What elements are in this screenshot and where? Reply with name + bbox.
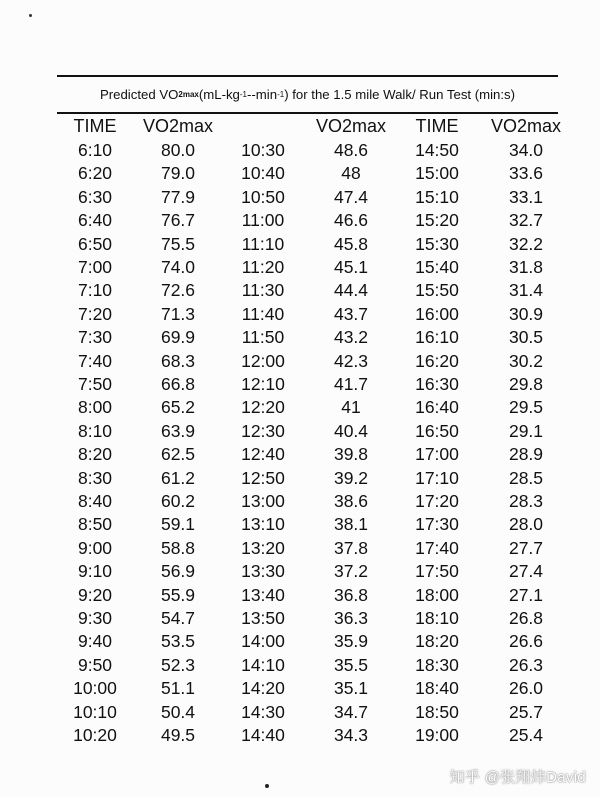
cell-vo2max-2: 37.2 (333, 561, 369, 582)
caption-units-a: (mL-kg (198, 86, 240, 102)
table-row (57, 537, 577, 560)
cell-vo2max-1: 69.9 (160, 327, 196, 348)
cell-vo2max-3: 29.8 (508, 374, 544, 394)
cell-vo2max-2: 41.7 (333, 374, 369, 394)
cell-vo2max-2: 38.6 (333, 491, 369, 511)
cell-time-1: 6:20 (77, 163, 113, 184)
cell-time-3: 18:10 (415, 608, 459, 628)
cell-vo2max-1: 60.2 (160, 491, 196, 511)
cell-time-1: 9:50 (77, 654, 113, 675)
cell-time-2: 14:20 (241, 678, 285, 699)
cell-time-3: 17:50 (415, 561, 459, 582)
cell-time-2: 13:20 (241, 537, 285, 558)
table-row (57, 373, 577, 396)
cell-vo2max-3: 29.1 (508, 420, 544, 441)
caption-superscript-1: -1 (239, 89, 248, 99)
cell-vo2max-3: 31.4 (508, 280, 544, 301)
header-vo2max-3: VO2max (490, 116, 562, 136)
table-row (57, 162, 577, 185)
scan-speck (265, 784, 269, 788)
table-row (57, 490, 577, 513)
cell-vo2max-1: 55.9 (160, 584, 196, 605)
table-row (57, 654, 577, 677)
header-time-3: TIME (415, 116, 459, 136)
cell-vo2max-2: 47.4 (333, 186, 369, 207)
cell-vo2max-2: 38.1 (333, 514, 369, 535)
caption-suffix: ) for the 1.5 mile Walk/ Run Test (min:s) (284, 86, 516, 102)
cell-vo2max-3: 32.2 (508, 233, 544, 254)
cell-vo2max-1: 51.1 (160, 678, 196, 699)
table-row (57, 443, 577, 466)
cell-vo2max-2: 41 (341, 397, 361, 418)
cell-vo2max-1: 65.2 (160, 397, 196, 418)
cell-vo2max-3: 27.1 (508, 584, 544, 605)
cell-time-3: 15:20 (415, 210, 459, 231)
cell-time-1: 7:00 (77, 257, 113, 277)
cell-time-3: 17:10 (415, 467, 459, 488)
cell-vo2max-2: 35.9 (333, 631, 369, 652)
cell-vo2max-1: 68.3 (160, 350, 196, 371)
table-caption (57, 76, 558, 112)
cell-vo2max-3: 31.8 (508, 257, 544, 277)
table-row (57, 350, 577, 373)
cell-time-2: 11:10 (241, 233, 285, 254)
header-vo2max-2: VO2max (315, 116, 387, 136)
cell-time-3: 15:10 (415, 186, 459, 207)
cell-vo2max-2: 35.5 (333, 654, 369, 675)
header-vo2max-1: VO2max (142, 116, 214, 136)
cell-vo2max-1: 62.5 (160, 444, 196, 465)
cell-vo2max-2: 42.3 (333, 350, 369, 371)
cell-time-2: 10:30 (241, 140, 285, 160)
cell-time-3: 18:40 (415, 678, 459, 699)
table-row (57, 607, 577, 630)
cell-time-3: 16:20 (415, 350, 459, 371)
cell-vo2max-1: 72.6 (160, 280, 196, 301)
cell-vo2max-1: 66.8 (160, 374, 196, 394)
cell-time-2: 11:40 (241, 303, 285, 324)
cell-vo2max-3: 26.6 (508, 631, 544, 652)
cell-time-1: 6:30 (77, 186, 113, 207)
cell-vo2max-2: 39.8 (333, 444, 369, 465)
cell-time-1: 6:40 (77, 210, 113, 231)
cell-time-1: 8:50 (77, 514, 113, 535)
cell-time-1: 8:40 (77, 491, 113, 511)
cell-time-2: 11:30 (241, 280, 285, 301)
cell-vo2max-2: 46.6 (333, 210, 369, 231)
cell-vo2max-1: 54.7 (160, 608, 196, 628)
cell-time-3: 16:50 (415, 420, 459, 441)
table-row (57, 209, 577, 232)
cell-vo2max-2: 34.3 (333, 725, 369, 745)
cell-time-3: 15:40 (415, 257, 459, 277)
table-row (57, 584, 577, 607)
cell-vo2max-3: 28.3 (508, 491, 544, 511)
caption-prefix: Predicted VO (99, 86, 179, 102)
caption-units-b: --min (247, 86, 278, 102)
table-row (57, 513, 577, 536)
cell-time-2: 13:50 (241, 608, 285, 628)
cell-time-2: 14:00 (241, 631, 285, 652)
cell-time-2: 12:50 (241, 467, 285, 488)
cell-time-3: 16:40 (415, 397, 459, 418)
cell-vo2max-2: 37.8 (333, 537, 369, 558)
cell-time-3: 18:30 (415, 654, 459, 675)
cell-time-2: 12:40 (241, 444, 285, 465)
cell-vo2max-3: 28.9 (508, 444, 544, 465)
cell-vo2max-3: 29.5 (508, 397, 544, 418)
table-row (57, 701, 577, 724)
cell-vo2max-2: 34.7 (333, 701, 369, 722)
cell-time-1: 9:00 (77, 537, 113, 558)
cell-time-1: 8:20 (77, 444, 113, 465)
cell-time-1: 10:00 (73, 678, 117, 699)
cell-time-3: 16:30 (415, 374, 459, 394)
cell-vo2max-3: 30.9 (508, 303, 544, 324)
cell-time-2: 11:20 (241, 257, 285, 277)
cell-vo2max-1: 61.2 (160, 467, 196, 488)
caption-superscript-2: -1 (277, 89, 285, 99)
cell-vo2max-1: 71.3 (160, 303, 196, 324)
cell-time-2: 14:30 (241, 701, 285, 722)
cell-time-3: 17:20 (415, 491, 459, 511)
cell-time-1: 7:40 (77, 350, 113, 371)
cell-vo2max-1: 77.9 (160, 186, 196, 207)
cell-vo2max-3: 33.6 (508, 163, 544, 184)
cell-time-1: 7:10 (77, 280, 113, 301)
cell-time-2: 13:40 (241, 584, 285, 605)
cell-time-3: 18:20 (415, 631, 459, 652)
header-time-1: TIME (73, 116, 117, 136)
cell-vo2max-3: 33.1 (508, 186, 544, 207)
watermark: 知乎 @张翔炜David (449, 769, 586, 786)
cell-vo2max-1: 76.7 (160, 210, 196, 231)
table-row (57, 560, 577, 583)
table-row (57, 396, 577, 419)
table-row (57, 677, 577, 700)
cell-vo2max-2: 48 (341, 163, 361, 184)
cell-time-3: 18:00 (415, 584, 459, 605)
table-row (57, 256, 577, 279)
cell-vo2max-1: 79.0 (160, 163, 196, 184)
table-row (57, 139, 577, 162)
cell-time-1: 6:10 (77, 140, 113, 160)
header-time-2 (223, 116, 303, 138)
table-row (57, 420, 577, 443)
cell-time-3: 16:10 (415, 327, 459, 348)
cell-vo2max-3: 27.4 (508, 561, 544, 582)
cell-vo2max-2: 43.7 (333, 303, 369, 324)
table-row (57, 326, 577, 349)
cell-vo2max-2: 43.2 (333, 327, 369, 348)
cell-time-2: 12:20 (241, 397, 285, 418)
cell-vo2max-3: 25.4 (508, 725, 544, 745)
cell-time-2: 14:10 (241, 654, 285, 675)
cell-time-1: 7:30 (77, 327, 113, 348)
cell-time-1: 10:20 (73, 725, 117, 745)
cell-vo2max-3: 28.5 (508, 467, 544, 488)
cell-vo2max-3: 25.7 (508, 701, 544, 722)
cell-vo2max-1: 75.5 (160, 233, 196, 254)
cell-vo2max-3: 26.0 (508, 678, 544, 699)
cell-time-1: 8:00 (77, 397, 113, 418)
cell-time-1: 9:10 (77, 561, 113, 582)
cell-vo2max-2: 45.1 (333, 257, 369, 277)
cell-time-2: 11:00 (241, 210, 285, 231)
cell-vo2max-1: 56.9 (160, 561, 196, 582)
cell-vo2max-1: 63.9 (160, 420, 196, 441)
cell-time-3: 15:00 (415, 163, 459, 184)
cell-time-3: 15:50 (415, 280, 459, 301)
cell-time-1: 8:10 (77, 420, 113, 441)
cell-vo2max-3: 26.3 (508, 654, 544, 675)
cell-vo2max-1: 53.5 (160, 631, 196, 652)
cell-vo2max-2: 45.8 (333, 233, 369, 254)
cell-vo2max-2: 39.2 (333, 467, 369, 488)
cell-time-3: 19:00 (415, 725, 459, 745)
cell-time-3: 14:50 (415, 140, 459, 160)
cell-vo2max-2: 35.1 (333, 678, 369, 699)
cell-vo2max-2: 40.4 (333, 420, 369, 441)
table-row (57, 233, 577, 256)
cell-time-1: 9:20 (77, 584, 113, 605)
cell-vo2max-1: 50.4 (160, 701, 196, 722)
cell-time-3: 15:30 (415, 233, 459, 254)
cell-vo2max-3: 32.7 (508, 210, 544, 231)
cell-time-1: 7:20 (77, 303, 113, 324)
cell-time-3: 17:40 (415, 537, 459, 558)
table-header-rule (57, 112, 558, 114)
cell-vo2max-3: 26.8 (508, 608, 544, 628)
cell-vo2max-1: 49.5 (160, 725, 196, 745)
cell-vo2max-2: 48.6 (333, 140, 369, 160)
cell-time-1: 9:40 (77, 631, 113, 652)
table-row (57, 630, 577, 653)
cell-time-3: 18:50 (415, 701, 459, 722)
cell-time-3: 17:30 (415, 514, 459, 535)
cell-time-2: 10:50 (241, 186, 285, 207)
cell-vo2max-3: 34.0 (508, 140, 544, 160)
cell-vo2max-1: 74.0 (160, 257, 196, 277)
cell-time-2: 13:30 (241, 561, 285, 582)
caption-subscript: 2max (178, 89, 199, 99)
cell-vo2max-1: 52.3 (160, 654, 196, 675)
cell-time-2: 12:10 (241, 374, 285, 394)
table-row (57, 303, 577, 326)
cell-vo2max-1: 58.8 (160, 537, 196, 558)
cell-time-3: 17:00 (415, 444, 459, 465)
cell-time-1: 10:10 (73, 701, 117, 722)
cell-vo2max-3: 28.0 (508, 514, 544, 535)
cell-time-1: 7:50 (77, 374, 113, 394)
table-header (57, 116, 577, 138)
cell-time-2: 11:50 (241, 327, 285, 348)
table-row (57, 467, 577, 490)
cell-vo2max-1: 80.0 (160, 140, 196, 160)
cell-vo2max-2: 36.8 (333, 584, 369, 605)
scan-speck (29, 14, 32, 17)
cell-vo2max-2: 36.3 (333, 608, 369, 628)
cell-time-2: 12:30 (241, 420, 285, 441)
cell-time-3: 16:00 (415, 303, 459, 324)
cell-time-1: 9:30 (77, 608, 113, 628)
cell-time-2: 10:40 (241, 163, 285, 184)
cell-time-2: 13:00 (241, 491, 285, 511)
cell-time-2: 12:00 (241, 350, 285, 371)
cell-vo2max-3: 27.7 (508, 537, 544, 558)
table-row (57, 724, 577, 747)
table-row (57, 279, 577, 302)
cell-time-1: 6:50 (77, 233, 113, 254)
cell-time-2: 14:40 (241, 725, 285, 745)
cell-vo2max-3: 30.2 (508, 350, 544, 371)
table-row (57, 186, 577, 209)
cell-vo2max-3: 30.5 (508, 327, 544, 348)
cell-vo2max-2: 44.4 (333, 280, 369, 301)
cell-time-2: 13:10 (241, 514, 285, 535)
cell-time-1: 8:30 (77, 467, 113, 488)
cell-vo2max-1: 59.1 (160, 514, 196, 535)
